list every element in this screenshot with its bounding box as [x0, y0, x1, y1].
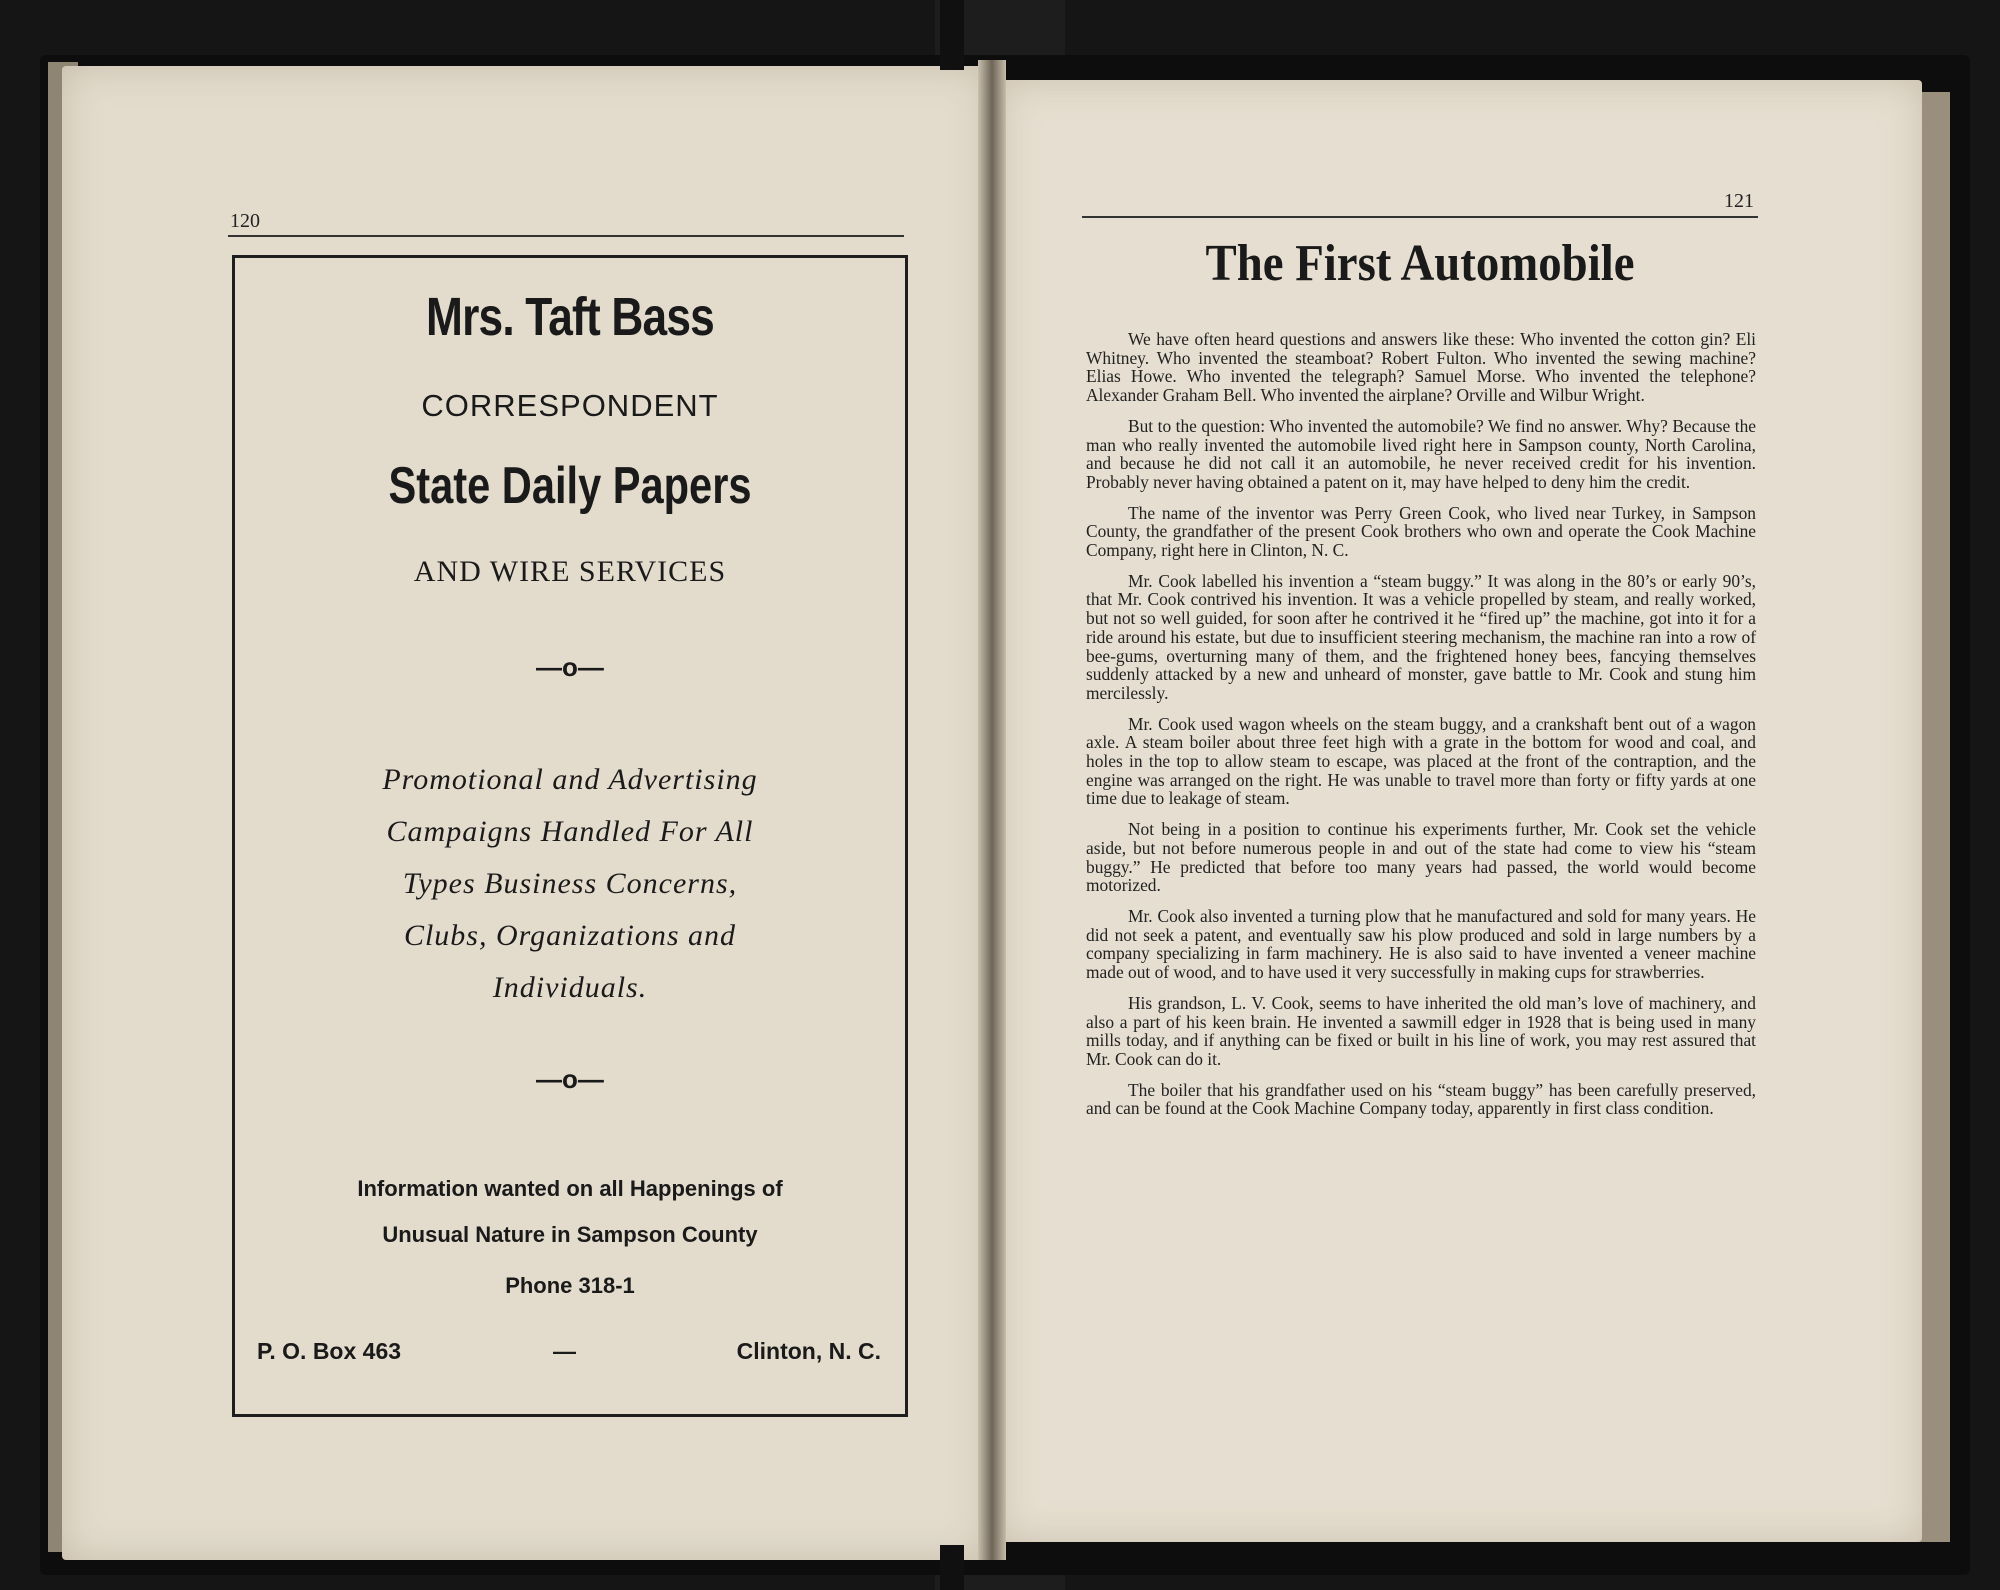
ad-state-daily-papers: State Daily Papers: [388, 457, 752, 515]
left-page-number: 120: [230, 210, 260, 232]
advertisement-box: [232, 255, 908, 1417]
article-title: The First Automobile: [1205, 235, 1635, 292]
ad-name: Mrs. Taft Bass: [426, 287, 714, 347]
article-paragraph: His grandson, L. V. Cook, seems to have inherited the old man’s love of machinery, and also a part of his keen brain. He invented a sawmill edger in 1928 that is being used in many mills today, and if anything can be fixed or built in his line of work, you may rest assured that Mr. Cook can do it.: [1086, 992, 1756, 1069]
right-page-number: 121: [1724, 190, 1754, 212]
article-paragraph: Not being in a position to continue his experiments further, Mr. Cook set the vehicle aside, but not before numerous people in and out of the state had come to view his “steam buggy.” He predicted that before too many years had passed, the world would become motorized.: [1086, 819, 1756, 896]
ad-info-text: Information wanted on all Happenings of Unusual Nature in Sampson County: [357, 1176, 783, 1247]
ad-divider-top: —o—: [536, 652, 604, 682]
ad-promo-text: Promotional and Advertising Campaigns Handled For All Types Business Concerns, Clubs, Organizations and Individuals.: [382, 763, 758, 1004]
spine-bottom: [940, 1545, 964, 1590]
book-gutter: [978, 60, 1006, 1560]
ad-wire-services: AND WIRE SERVICES: [413, 555, 727, 588]
article-paragraph: We have often heard questions and answers like these: Who invented the cotton gin? Eli Whitney. Who invented the steamboat? Robert Fulton. Who invented the sewing machine? Elias Howe. Who invented the telegraph? Samuel Morse. Who invented the telephone? Alexander Graham Bell. Who invented the airplane? Orville and Wilbur Wright.: [1086, 329, 1756, 406]
article-paragraph: Mr. Cook used wagon wheels on the steam buggy, and a crankshaft bent out of a wagon axle. A steam boiler about three feet high with a grate in the bottom for wood and coal, and holes in the top to allow steam to escape, was placed at the front of the contraption, and the engine was arranged on the right. He was unable to travel more than forty or fifty yards at one time due to leakage of steam.: [1086, 713, 1756, 809]
article-paragraph: But to the question: Who invented the automobile? We find no answer. Why? Because the man who really invented the automobile lived right here in Sampson county, North Carolina, and because he did not call it an automobile, he never received credit for his invention. Probably never having obtained a patent on it, may have helped to deny him the credit.: [1086, 415, 1756, 492]
ad-phone: Phone 318-1: [505, 1273, 635, 1298]
ad-promotional-text: [235, 754, 905, 1014]
left-header-rule: [228, 235, 904, 237]
article-paragraph: Mr. Cook also invented a turning plow that he manufactured and sold for many years. He did not seek a patent, and eventually saw his plow produced and sold in large numbers by a company specializing in farm machinery. He is also said to have invented a veneer machine made out of wood, and to have used it very successfully in making cups for strawberries.: [1086, 905, 1756, 983]
ad-footer-dash: —: [553, 1338, 576, 1364]
spine-top: [940, 0, 964, 70]
article-paragraph: The boiler that his grandfather used on his “steam buggy” has been carefully preserved, and can be found at the Cook Machine Company today, apparently in first class condition.: [1086, 1079, 1756, 1119]
ad-correspondent: CORRESPONDENT: [421, 388, 719, 423]
ad-divider-bottom: —o—: [536, 1064, 604, 1094]
right-header-rule: [1082, 216, 1758, 218]
article-body: [1086, 330, 1756, 1130]
ad-po-box: P. O. Box 463: [257, 1338, 402, 1364]
ad-information-wanted: [235, 1166, 905, 1258]
article-paragraph: Mr. Cook labelled his invention a “steam buggy.” It was along in the 80’s or early 90’s, that Mr. Cook contrived his invention. It was a vehicle propelled by steam, and really worked, but not so well guided, for soon after he contrived it he “fired up” the machine, got into it for a ride around his estate, but due to insufficient steering mechanism, the machine ran into a row of bee-gums, overturning many of them, and the frightened honey bees, fancying themselves suddenly attacked by a new and unheard of monster, gave battle to Mr. Cook and stung him mercilessly.: [1086, 570, 1756, 703]
article-paragraph: The name of the inventor was Perry Green Cook, who lived near Turkey, in Sampson County, the grandfather of the present Cook brothers who own and operate the Cook Machine Company, right here in Clinton, N. C.: [1086, 502, 1756, 561]
ad-city: Clinton, N. C.: [736, 1338, 881, 1364]
